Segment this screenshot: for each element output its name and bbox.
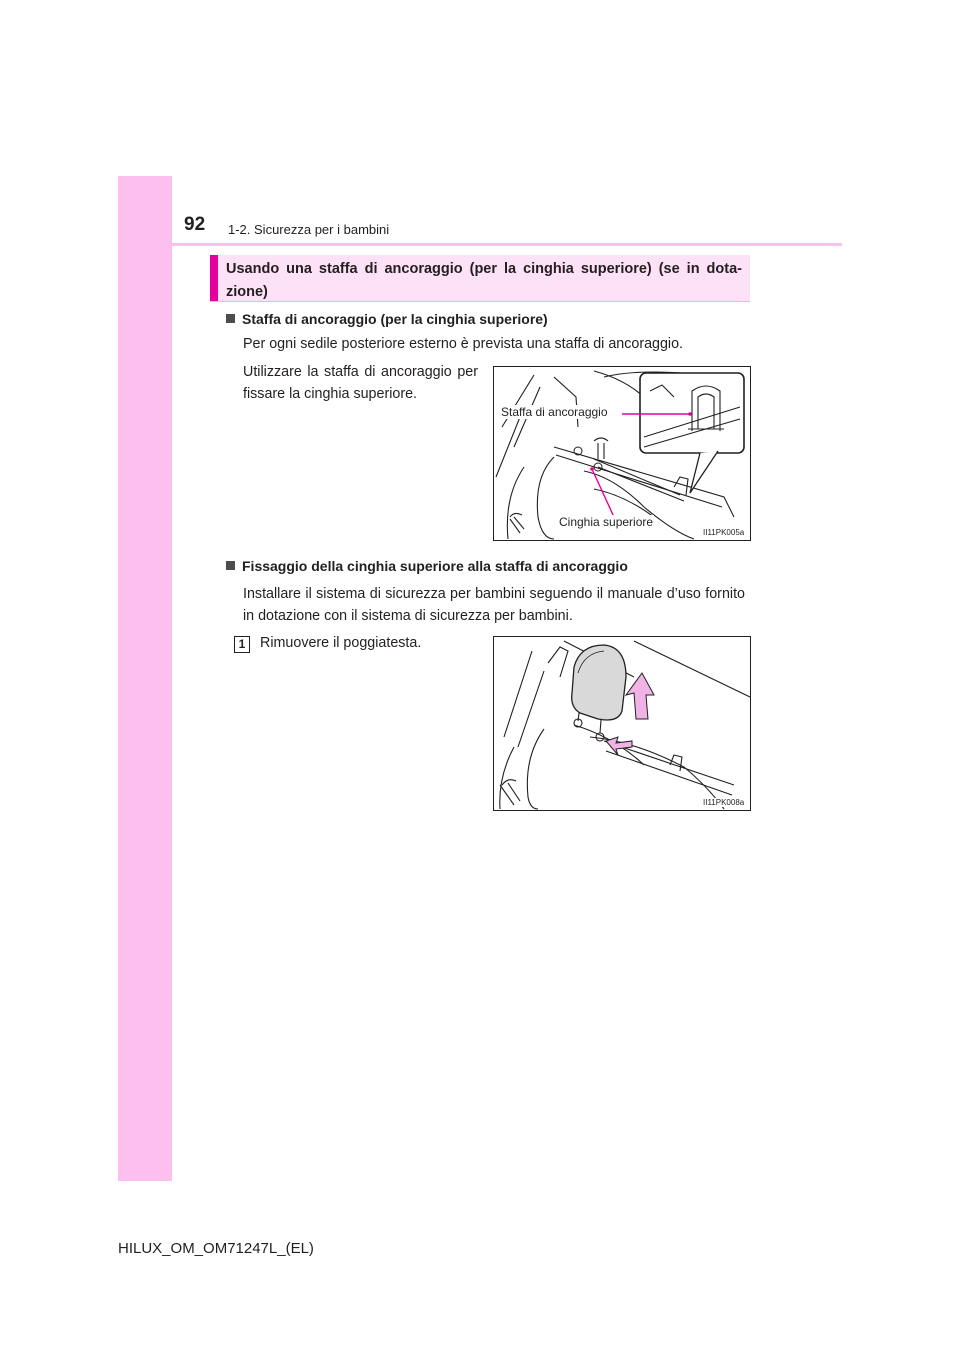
section2-paragraph: Installare il sistema di sicurezza per bambini seguendo il manuale d’uso fornito in dotazione con il sistema di sicurezza per bambini. <box>243 586 745 624</box>
figure-code: II11PK008a <box>703 798 745 807</box>
section1-paragraph2: Utilizzare la staffa di ancoraggio per fissare la cinghia superiore. <box>243 364 478 402</box>
step-number-badge: 1 <box>234 636 250 653</box>
page-number: 92 <box>184 214 206 235</box>
section2-title <box>226 558 628 574</box>
section1-paragraph1: Per ogni sedile posteriore esterno è prevista una staffa di ancoraggio. <box>243 336 684 352</box>
callout-top-strap: Cinghia superiore <box>559 515 654 529</box>
section2-title-text: Fissaggio della cinghia superiore alla staffa di ancoraggio <box>242 558 628 574</box>
header-rule <box>118 243 842 246</box>
section-title: 1-2. Sicurezza per i bambini <box>228 222 390 237</box>
heading-text: Usando una staffa di ancoraggio (per la cinghia superiore) (se in dota-zione) <box>226 261 742 300</box>
remove-headrest-illustration <box>494 637 750 810</box>
figure-remove-headrest <box>493 636 751 811</box>
section1-title-text: Staffa di ancoraggio (per la cinghia superiore) <box>242 311 548 327</box>
section1-title <box>226 311 548 327</box>
figure-code: II11PK005a <box>703 528 745 537</box>
side-tab-band <box>118 176 172 1181</box>
bullet-square-icon <box>226 561 235 570</box>
bullet-square-icon <box>226 314 235 323</box>
heading-accent-bar <box>210 255 218 301</box>
figure-anchor-bracket <box>493 366 751 541</box>
footer-document-code: HILUX_OM_OM71247L_(EL) <box>118 1240 314 1257</box>
callout-anchor-bracket: Staffa di ancoraggio <box>501 405 608 419</box>
step-text: Rimuovere il poggiatesta. <box>260 635 422 651</box>
heading-box <box>210 255 750 302</box>
